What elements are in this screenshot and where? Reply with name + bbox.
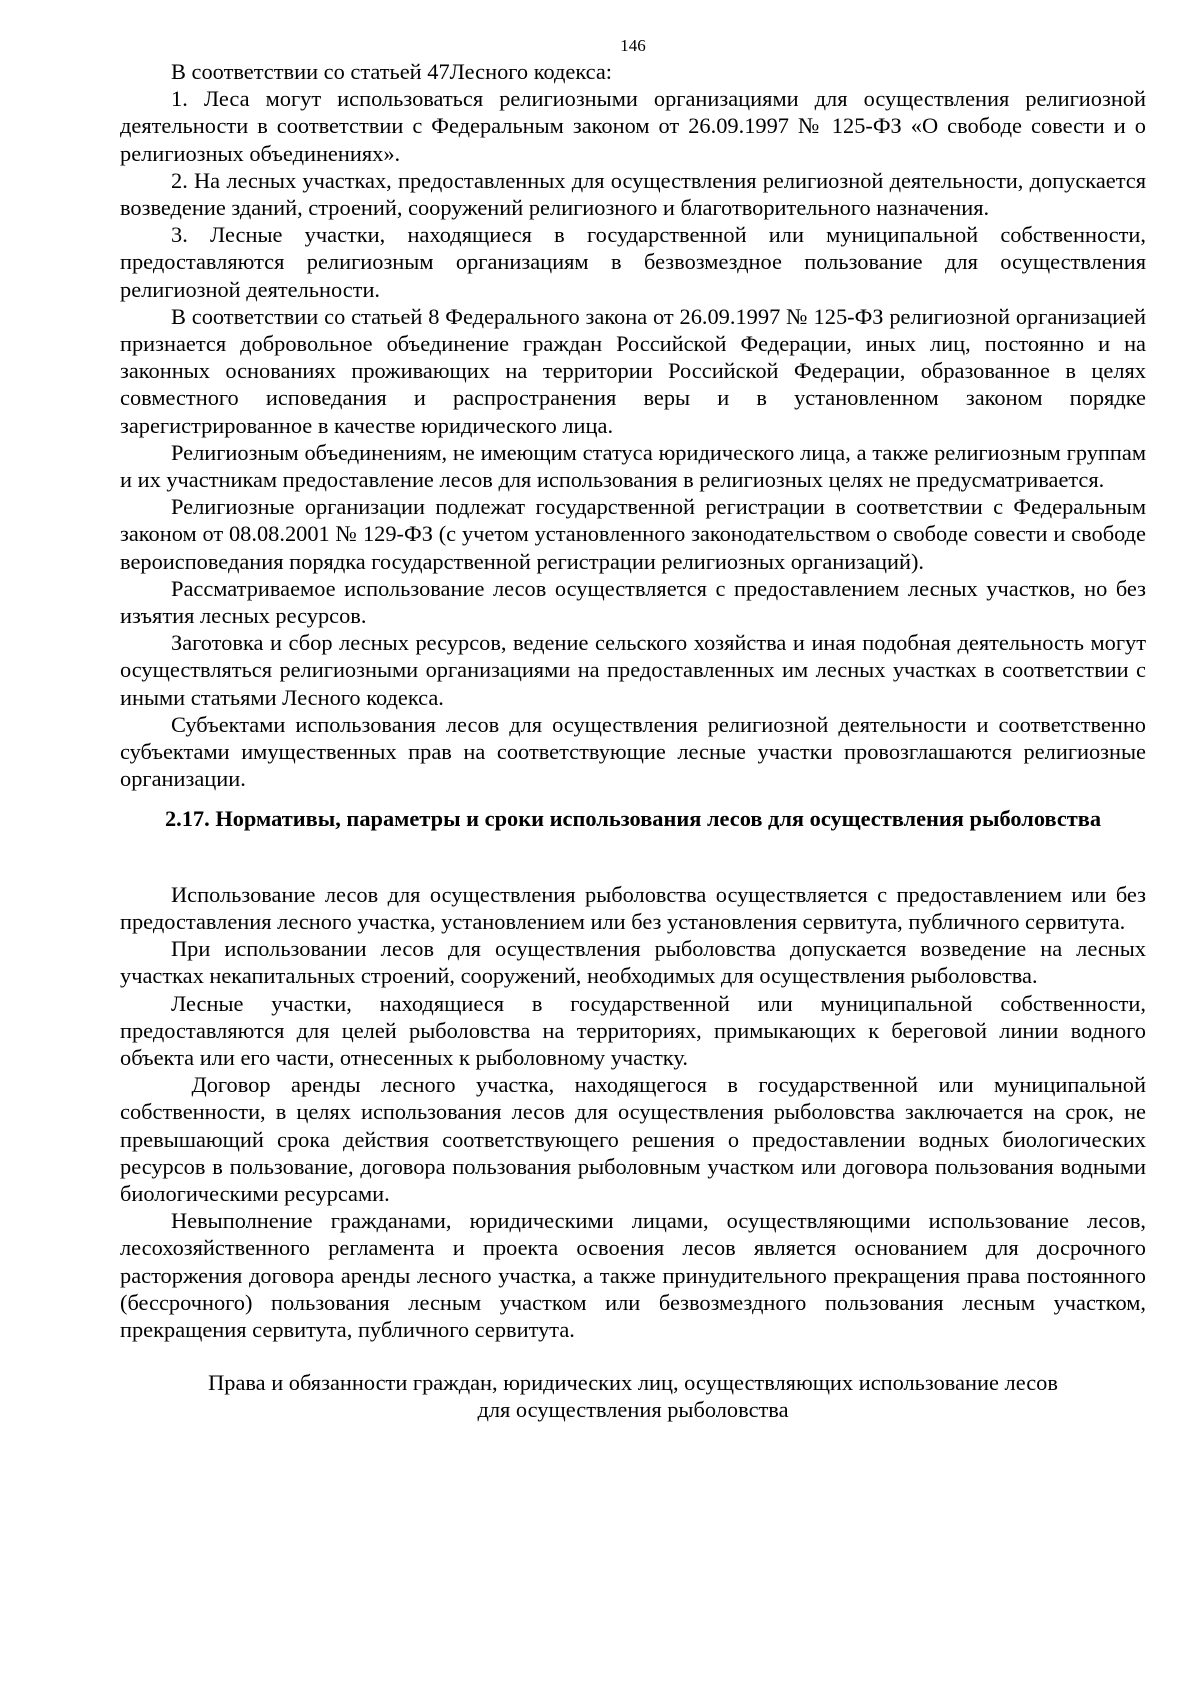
document-page	[120, 36, 1152, 1424]
paragraph: Лесные участки, находящиеся в государственной или муниципальной собственности, предоставляются для целей рыболовства на территориях, примыкающих к береговой линии водного объекта или его части, отнесенных к рыболовному участку.	[120, 990, 1146, 1070]
section-heading: 2.17. Нормативы, параметры и сроки использования лесов для осуществления рыболовства	[164, 806, 1102, 832]
paragraph: Договор аренды лесного участка, находящегося в государственной или муниципальной собственности, в целях использования лесов для осуществления рыболовства заключается на срок, не превышающий срока действия соответствующего решения о предоставлении водных биологических ресурсов в пользование, договора пользования рыболовным участком или договора пользования водными биологическими ресурсами.	[120, 1072, 1152, 1206]
subheading-line-1: Права и обязанности граждан, юридических лиц, осуществляющих использование лесов	[208, 1370, 1058, 1396]
page-number: 146	[620, 36, 646, 55]
paragraph: В соответствии со статьей 8 Федерального закона от 26.09.1997 № 125-ФЗ религиозной организацией признается добровольное объединение граждан Российской Федерации, иных лиц, постоянно и на законных основаниях проживающих на территории Российской Федерации, образованное в целях совместного исповедания и распространения веры и в установленном законом порядке зарегистрированное в качестве юридического лица.	[120, 303, 1146, 438]
paragraph: Рассматриваемое использование лесов осуществляется с предоставлением лесных участков, но без изъятия лесных ресурсов.	[120, 575, 1146, 629]
paragraph: 2. На лесных участках, предоставленных для осуществления религиозной деятельности, допускается возведение зданий, строений, сооружений религиозного и благотворительного назначения.	[120, 167, 1146, 221]
paragraph: Невыполнение гражданами, юридическими лицами, осуществляющими использование лесов, лесохозяйственного регламента и проекта освоения лесов является основанием для досрочного расторжения договора аренды лесного участка, а также принудительного прекращения права постоянного (бессрочного) пользования лесным участком или безвозмездного пользования лесным участком, прекращения сервитута, публичного сервитута.	[120, 1208, 1146, 1342]
paragraph: Использование лесов для осуществления рыболовства осуществляется с предоставлением или без предоставления лесного участка, установлением или без установления сервитута, публичного сервитута.	[120, 881, 1146, 934]
section-intro: В соответствии со статьей 47Лесного кодекса:	[171, 59, 613, 84]
paragraph: Религиозные организации подлежат государственной регистрации в соответствии с Федеральным законом от 08.08.2001 № 129-ФЗ (с учетом установленного законодательством о свободе совести и свободе вероисповедания порядка государственной регистрации религиозных организаций).	[120, 494, 1146, 574]
paragraph: При использовании лесов для осуществления рыболовства допускается возведение на лесных участках некапитальных строений, сооружений, необходимых для осуществления рыболовства.	[120, 936, 1146, 989]
paragraph: 3. Лесные участки, находящиеся в государственной или муниципальной собственности, предоставляются религиозным организациям в безвозмездное пользование для осуществления религиозной деятельности.	[120, 222, 1146, 302]
paragraph: Заготовка и сбор лесных ресурсов, ведение сельского хозяйства и иная подобная деятельность могут осуществляться религиозными организациями на предоставленных им лесных участках в соответствии с иными статьями Лесного кодекса.	[120, 630, 1146, 710]
paragraph: 1. Леса могут использоваться религиозными организациями для осуществления религиозной деятельности в соответствии с Федеральным законом от 26.09.1997 № 125-ФЗ «О свободе совести и о религиозных объединениях».	[120, 86, 1146, 166]
paragraph: Субъектами использования лесов для осуществления религиозной деятельности и соответственно субъектами имущественных прав на соответствующие лесные участки провозглашаются религиозные организации.	[120, 711, 1146, 792]
subheading-line-2: для осуществления рыболовства	[477, 1397, 789, 1423]
paragraph: Религиозным объединениям, не имеющим статуса юридического лица, а также религиозным группам и их участникам предоставление лесов для использования в религиозных целях не предусматривается.	[120, 439, 1146, 493]
